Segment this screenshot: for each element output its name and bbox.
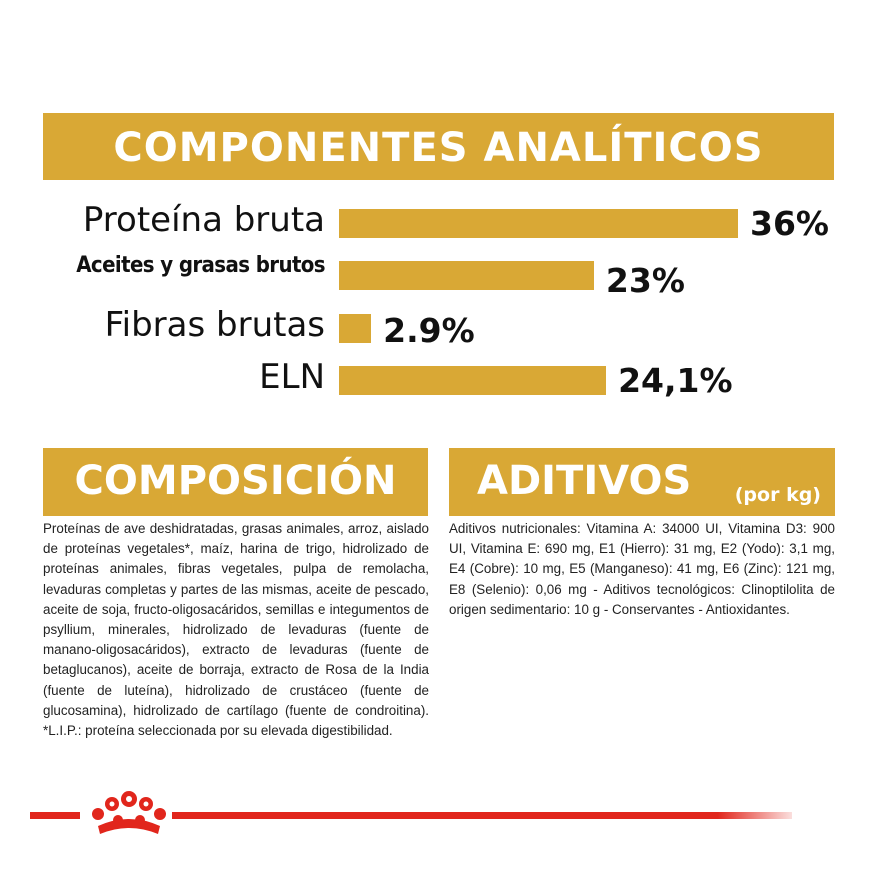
chart-bar	[339, 314, 371, 343]
chart-value-label: 2.9%	[383, 311, 475, 350]
chart-category-label: Proteína bruta	[82, 200, 325, 240]
chart-category-label: ELN	[259, 357, 325, 397]
additives-text: Aditivos nutricionales: Vitamina A: 34000 UI, Vitamina D3: 900 UI, Vitamina E: 690 mg, E1 (Hierro): 31 mg, E2 (Yodo): 3,1 mg, E4 (Cobre): 10 mg, E5 (Manganeso): 41 mg, E6 (Zinc): 121 mg, E8 (Selenio): 0,06 mg - Aditivos tecnológicos: Clinoptilolita de origen sedimentario: 10 g - Conservantes - Antioxidantes.	[449, 521, 835, 617]
chart-value-label: 24,1%	[618, 361, 733, 400]
composition-banner	[43, 448, 428, 516]
additives-subtitle: (por kg)	[734, 484, 821, 506]
composition-text: Proteínas de ave deshidratadas, grasas animales, arroz, aislado de proteínas vegetales*, maíz, harina de trigo, hidrolizado de proteínas animales, fibras vegetales, pulpa de remolacha, levaduras completas y partes de las mismas, aceite de pescado, aceite de soja, fructo-oligosacáridos, semillas e integumentos de psyllium, minerales, hidrolizado de levaduras (fuente de manano-oligosacáridos), extracto de levaduras (fuente de betaglucanos), aceite de borraja, extracto de Rosa de la India (fuente de luteína), hidrolizado de crustáceo (fuente de glucosamina), hidrolizado de cartílago (fuente de condroitina). *L.I.P.: proteína seleccionada por su elevada digestibilidad.	[43, 521, 429, 739]
red-accent-line-left	[30, 812, 80, 819]
chart-bar	[339, 261, 594, 290]
chart-value-label: 36%	[750, 204, 829, 243]
chart-category-label: Aceites y grasas brutos	[76, 253, 325, 278]
chart-bar	[339, 366, 606, 395]
chart-value-label: 23%	[605, 261, 685, 300]
chart-bar	[339, 209, 738, 238]
analytic-components-banner	[43, 113, 834, 180]
red-accent-line-right	[172, 812, 792, 819]
analytic-components-title: COMPONENTES ANALÍTICOS	[113, 125, 764, 171]
additives-banner	[449, 448, 835, 516]
composition-title: COMPOSICIÓN	[74, 458, 397, 504]
additives-title: ADITIVOS	[477, 458, 692, 504]
royal-canin-crown-icon	[88, 790, 170, 838]
chart-category-label: Fibras brutas	[104, 305, 325, 345]
